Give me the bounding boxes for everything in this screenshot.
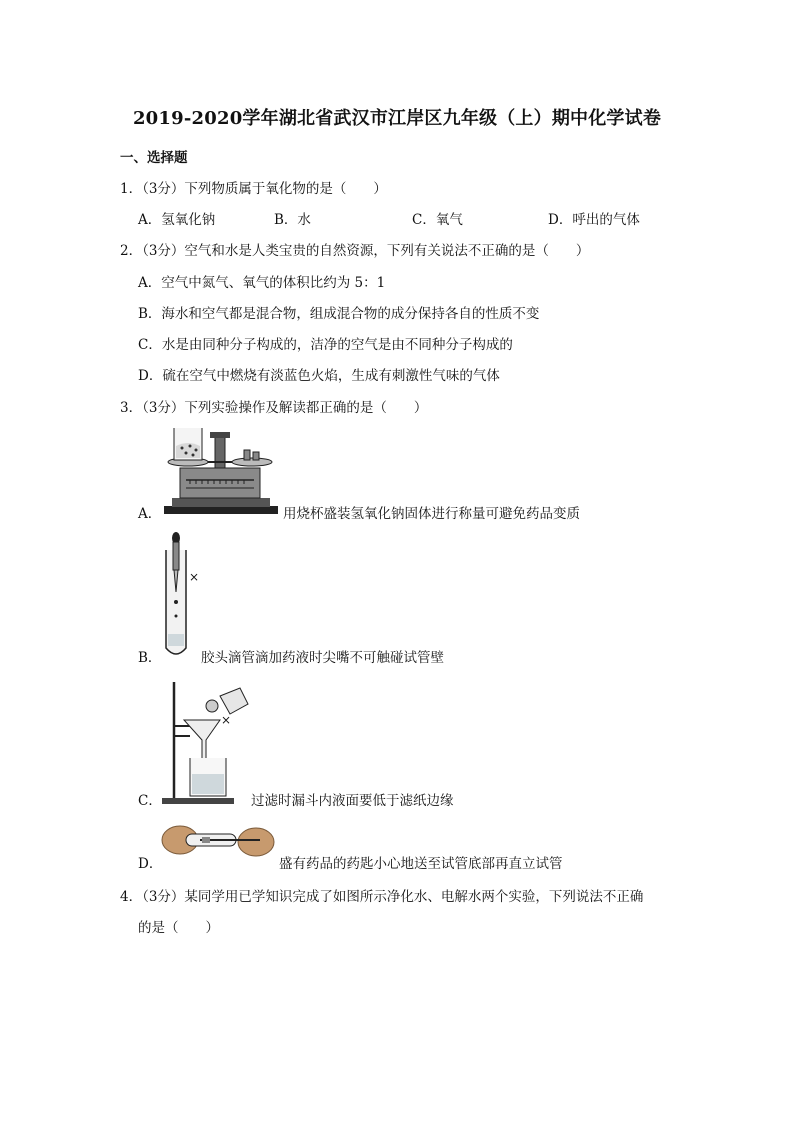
question-3-option-b-letter: B．: [138, 650, 162, 666]
section-heading: 一、选择题: [120, 150, 188, 166]
question-1-stem: 1．（3分）下列物质属于氧化物的是（ ）: [120, 181, 387, 197]
dropper-tube-figure: [158, 530, 206, 660]
question-3-option-b-text: 胶头滴管滴加药液时尖嘴不可触碰试管壁: [201, 650, 444, 666]
filtration-figure: [160, 676, 252, 806]
question-1-option-b: B．水: [274, 212, 311, 228]
balance-scale-figure: [160, 422, 280, 518]
question-3-option-d-text: 盛有药品的药匙小心地送至试管底部再直立试管: [279, 856, 563, 872]
question-1-option-c: C．氧气: [412, 212, 463, 228]
question-4-stem-line-2: 的是（ ）: [138, 920, 219, 936]
exam-title: 2019-2020学年湖北省武汉市江岸区九年级（上）期中化学试卷: [132, 108, 662, 129]
question-3-option-d-letter: D．: [138, 856, 163, 872]
dropper-cross-mark: ×: [189, 570, 200, 584]
question-1-option-d: D．呼出的气体: [548, 212, 640, 228]
question-3-option-c-letter: C．: [138, 793, 162, 809]
question-3-stem: 3．（3分）下列实验操作及解读都正确的是（ ）: [120, 400, 428, 416]
question-3-option-a-text: 用烧杯盛装氢氧化钠固体进行称量可避免药品变质: [283, 506, 580, 522]
spatula-test-tube-figure: [160, 818, 276, 864]
question-2-option-a: A．空气中氮气、氧气的体积比约为 5：1: [138, 275, 386, 291]
question-3-option-c-text: 过滤时漏斗内液面要低于滤纸边缘: [251, 793, 454, 809]
question-2-option-c: C．水是由同种分子构成的，洁净的空气是由不同种分子构成的: [138, 337, 513, 353]
question-3-option-a-letter: A．: [138, 506, 162, 522]
question-2-stem: 2．（3分）空气和水是人类宝贵的自然资源，下列有关说法不正确的是（ ）: [120, 243, 590, 259]
filter-cross-mark: ×: [221, 713, 232, 727]
question-2-option-b: B．海水和空气都是混合物，组成混合物的成分保持各自的性质不变: [138, 306, 540, 322]
question-1-option-a: A．氢氧化钠: [138, 212, 216, 228]
question-2-option-d: D．硫在空气中燃烧有淡蓝色火焰，生成有刺激性气味的气体: [138, 368, 500, 384]
question-4-stem-line-1: 4．（3分）某同学用已学知识完成了如图所示净化水、电解水两个实验，下列说法不正确: [120, 889, 644, 905]
